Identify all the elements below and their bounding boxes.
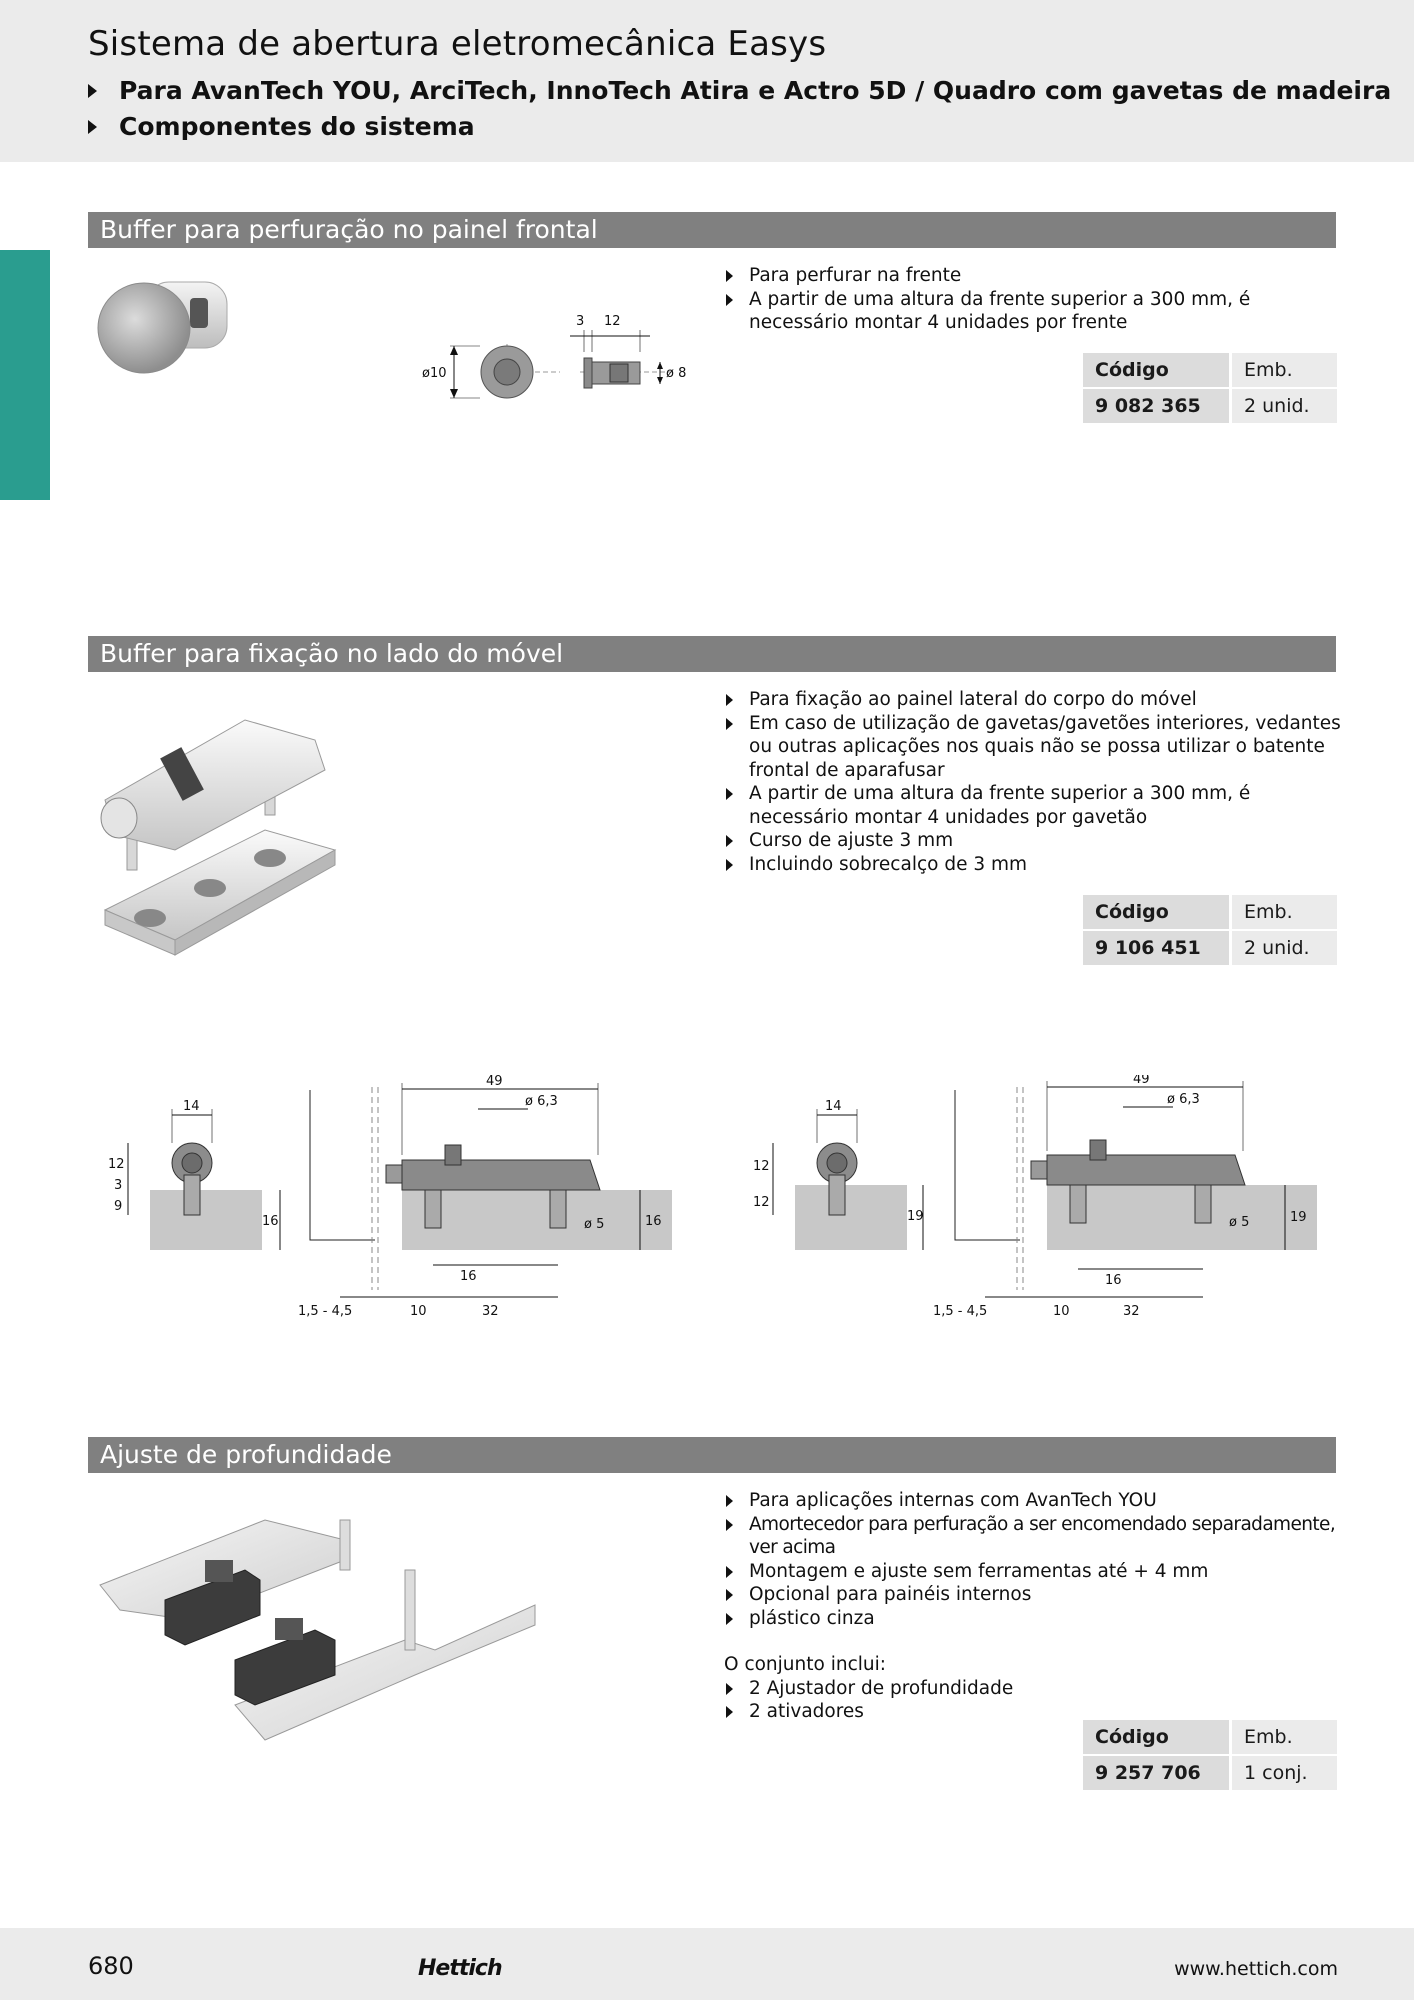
dim-h12: 12 (108, 1157, 125, 1172)
depth-adjust-code-table (1083, 1720, 1337, 1790)
front-buffer-code-table (1083, 353, 1337, 423)
front-buffer-bullets (724, 264, 1344, 335)
dim-d10: ø10 (422, 366, 447, 381)
page-subtitle-2 (88, 112, 475, 141)
bullet-item: Para perfurar na frente (724, 264, 1344, 288)
code-header: Código (1083, 353, 1232, 389)
dim-d8: ø 8 (666, 366, 687, 381)
code-header: Código (1083, 1720, 1232, 1756)
side-buffer-drawing-left (100, 1075, 690, 1325)
section-title-depth-adjust: Ajuste de profundidade (88, 1437, 1336, 1473)
bullet-item: Para fixação ao painel lateral do corpo do móvel (724, 688, 1344, 712)
dim-h12b: 12 (753, 1195, 770, 1210)
includes-label: O conjunto inclui: (724, 1654, 886, 1675)
dim-d5: ø 5 (584, 1217, 605, 1232)
dim-w49: 49 (1133, 1075, 1150, 1087)
website-link[interactable]: www.hettich.com (1174, 1958, 1338, 1980)
dim-d63: ø 6,3 (1167, 1092, 1200, 1107)
pack-header: Emb. (1232, 353, 1337, 389)
dim-w49: 49 (486, 1075, 503, 1089)
dim-r15: 1,5 - 4,5 (933, 1304, 988, 1319)
dim-h16b: 16 (645, 1214, 662, 1229)
bullet-item: Curso de ajuste 3 mm (724, 829, 1344, 853)
bullet-item: 2 Ajustador de profundidade (724, 1677, 1344, 1701)
dim-w14: 14 (183, 1099, 200, 1114)
dim-d5: ø 5 (1229, 1215, 1250, 1230)
dim-w12: 12 (604, 314, 621, 329)
subtitle-text: Para AvanTech YOU, ArciTech, InnoTech Atira e Actro 5D / Quadro com gavetas de madeira (119, 76, 1392, 105)
front-buffer-photo (92, 270, 242, 400)
triangle-bullet-icon (88, 84, 97, 98)
bullet-item: 2 ativadores (724, 1700, 1344, 1724)
page-header (0, 0, 1414, 162)
pack-value: 2 unid. (1232, 389, 1337, 423)
dim-h9: 9 (114, 1199, 123, 1214)
dim-w16: 16 (460, 1269, 477, 1284)
subtitle-text: Componentes do sistema (119, 112, 475, 141)
depth-adjuster-photo (95, 1500, 545, 1760)
triangle-bullet-icon (88, 120, 97, 134)
bullet-item: plástico cinza (724, 1607, 1344, 1631)
side-buffer-bullets (724, 688, 1344, 876)
brand-logo: Hettich (418, 1956, 502, 1981)
dim-w14: 14 (825, 1099, 842, 1114)
page-footer (0, 1928, 1414, 2000)
dim-h12a: 12 (753, 1159, 770, 1174)
dim-w10: 10 (410, 1304, 427, 1319)
depth-adjust-bullets (724, 1489, 1344, 1724)
dim-w32: 32 (1123, 1304, 1140, 1319)
dim-w16: 16 (1105, 1273, 1122, 1288)
chapter-tab-marker (0, 250, 50, 500)
bullet-item: Amortecedor para perfuração a ser encomendado separadamente, ver acima (724, 1513, 1344, 1560)
bullet-item: A partir de uma altura da frente superior a 300 mm, é necessário montar 4 unidades por gavetão (724, 782, 1344, 829)
bullet-item: A partir de uma altura da frente superior a 300 mm, é necessário montar 4 unidades por frente (724, 288, 1344, 335)
bullet-item: Montagem e ajuste sem ferramentas até + 4 mm (724, 1560, 1344, 1584)
dim-h16a: 16 (262, 1214, 279, 1229)
pack-header: Emb. (1232, 1720, 1337, 1756)
bullet-item: Para aplicações internas com AvanTech YOU (724, 1489, 1344, 1513)
dim-w10: 10 (1053, 1304, 1070, 1319)
pack-value: 2 unid. (1232, 931, 1337, 965)
dim-w32: 32 (482, 1304, 499, 1319)
dim-h19b: 19 (1290, 1210, 1307, 1225)
dim-r15: 1,5 - 4,5 (298, 1304, 353, 1319)
pack-header: Emb. (1232, 895, 1337, 931)
dim-h3: 3 (114, 1178, 123, 1193)
bullet-item: Em caso de utilização de gavetas/gavetões interiores, vedantes ou outras aplicações nos quais não se possa utilizar o batente frontal de aparafusar (724, 712, 1344, 783)
dim-w3: 3 (576, 314, 585, 329)
page-number: 680 (88, 1952, 134, 1980)
page-title: Sistema de abertura eletromecânica Easys (88, 24, 827, 64)
side-buffer-code-table (1083, 895, 1337, 965)
pack-value: 1 conj. (1232, 1756, 1337, 1790)
side-buffer-drawing-right (745, 1075, 1335, 1325)
code-value: 9 257 706 (1083, 1756, 1232, 1790)
dim-h19a: 19 (907, 1209, 924, 1224)
code-header: Código (1083, 895, 1232, 931)
page-subtitle-1 (88, 76, 1391, 105)
bullet-item: Opcional para painéis internos (724, 1583, 1344, 1607)
bullet-item: Incluindo sobrecalço de 3 mm (724, 853, 1344, 877)
dim-d63: ø 6,3 (525, 1094, 558, 1109)
section-title-side-buffer: Buffer para fixação no lado do móvel (88, 636, 1336, 672)
code-value: 9 106 451 (1083, 931, 1232, 965)
front-buffer-drawing (410, 300, 710, 410)
code-value: 9 082 365 (1083, 389, 1232, 423)
section-title-front-buffer: Buffer para perfuração no painel frontal (88, 212, 1336, 248)
side-buffer-photo (95, 700, 345, 980)
